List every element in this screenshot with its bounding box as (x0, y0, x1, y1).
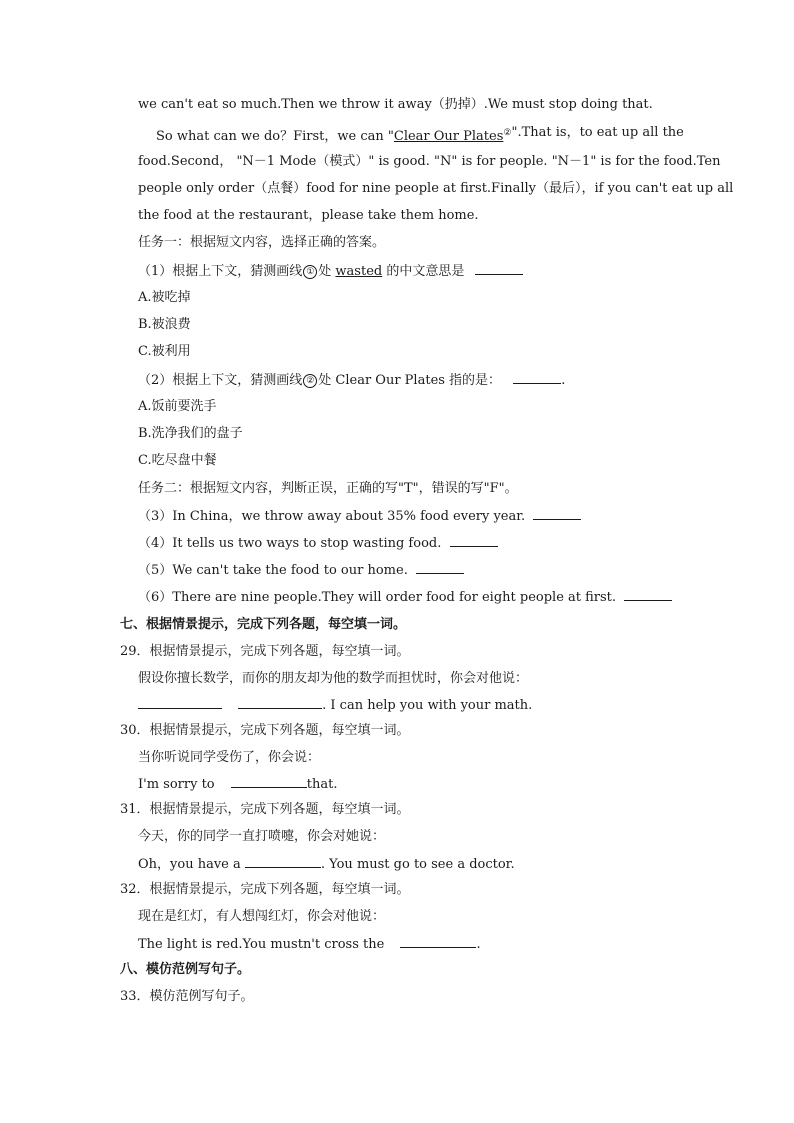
option-1b: B.被浪费 (138, 317, 191, 332)
section-8-title: 八、模仿范例写句子。 (120, 962, 251, 977)
clear-our-plates-underline: Clear Our Plates (393, 129, 504, 144)
task2-item-6 (138, 588, 672, 607)
task1-question-1 (138, 262, 523, 281)
task2-item-3 (138, 507, 581, 526)
answer-text: I'm sorry to (138, 777, 215, 792)
question-text: 的中文意思是 (382, 264, 465, 279)
circle-marker-1: ① (303, 265, 317, 279)
task2-title: 任务二：根据短文内容，判断正误，正确的写"T"，错误的写"F"。 (138, 481, 518, 496)
q32-answer-line (138, 935, 481, 954)
answer-blank-1[interactable] (475, 262, 523, 275)
item-text: （3）In China，we throw away about 35% food every year. (138, 509, 526, 524)
task2-item-4 (138, 534, 498, 553)
passage-line-2-end: ".That is，to eat up all the (511, 125, 684, 140)
answer-text: that. (306, 777, 338, 792)
answer-text: Oh，you have a (138, 857, 241, 872)
q30-prompt: 当你听说同学受伤了，你会说： (138, 750, 321, 765)
passage-line-1: we can't eat so much.Then we throw it away（扔掉）.We must stop doing that. (138, 97, 653, 112)
option-1c: C.被利用 (138, 344, 191, 359)
passage-line-5: the food at the restaurant，please take them home. (138, 208, 479, 223)
item-text: （6）There are nine people.They will order food for eight people at first. (138, 590, 617, 605)
question-text: 处 (318, 264, 336, 279)
passage-line-4: people only order（点餐）food for nine people at first.Finally（最后），if you can't eat up all (138, 181, 734, 196)
q31-prompt: 今天，你的同学一直打喷嚏，你会对她说： (138, 829, 386, 844)
answer-text: . I can help you with your math. (322, 698, 533, 713)
option-1a: A.被吃掉 (138, 290, 191, 305)
task2-item-5 (138, 561, 464, 580)
option-2a: A.饭前要洗手 (138, 399, 217, 414)
answer-blank-31[interactable] (245, 855, 321, 868)
task1-title: 任务一：根据短文内容，选择正确的答案。 (138, 235, 386, 250)
question-text: （1）根据上下文，猜测画线 (138, 264, 303, 279)
question-text: 处 Clear Our Plates 指的是： (318, 373, 502, 388)
passage-line-3: food.Second， "N－1 Mode（模式）" is good. "N" is for people. "N－1" is for the food.Ten (138, 154, 721, 169)
answer-blank-6[interactable] (624, 588, 672, 601)
q31-title: 31．根据情景提示，完成下列各题，每空填一词。 (120, 802, 410, 817)
answer-blank-29b[interactable] (238, 696, 322, 709)
q31-answer-line (138, 855, 515, 874)
answer-blank-4[interactable] (450, 534, 498, 547)
answer-blank-29a[interactable] (138, 696, 222, 709)
answer-text: . You must go to see a doctor. (320, 857, 515, 872)
circle-marker-2: ② (303, 374, 317, 388)
answer-blank-5[interactable] (416, 561, 464, 574)
q32-prompt: 现在是红灯，有人想闯红灯，你会对他说： (138, 909, 386, 924)
answer-blank-3[interactable] (533, 507, 581, 520)
q33-title: 33．模仿范例写句子。 (120, 989, 254, 1004)
q32-title: 32．根据情景提示，完成下列各题，每空填一词。 (120, 882, 410, 897)
question-text: . (561, 373, 566, 388)
q30-title: 30．根据情景提示，完成下列各题，每空填一词。 (120, 723, 410, 738)
q29-prompt: 假设你擅长数学，而你的朋友却为他的数学而担忧时，你会对他说： (138, 671, 529, 686)
wasted-underline: wasted (335, 264, 383, 279)
answer-text: . (476, 937, 481, 952)
passage-line-2-start (156, 124, 511, 146)
q29-title: 29．根据情景提示，完成下列各题，每空填一词。 (120, 644, 410, 659)
answer-blank-30[interactable] (231, 775, 307, 788)
q29-answer-line (138, 696, 532, 715)
answer-blank-32[interactable] (400, 935, 476, 948)
answer-blank-2[interactable] (513, 371, 561, 384)
task1-question-2 (138, 371, 565, 390)
marker-2: ② (503, 128, 512, 138)
option-2c: C.吃尽盘中餐 (138, 453, 217, 468)
passage-text: So what can we do？First，we can " (156, 129, 394, 144)
passage-line-2 (156, 124, 684, 146)
option-2b: B.洗净我们的盘子 (138, 426, 243, 441)
answer-text: The light is red.You mustn't cross the (138, 937, 385, 952)
question-text: （2）根据上下文，猜测画线 (138, 373, 303, 388)
section-7-title: 七、根据情景提示，完成下列各题，每空填一词。 (120, 617, 407, 632)
item-text: （4）It tells us two ways to stop wasting food. (138, 536, 442, 551)
q30-answer-line (138, 775, 337, 794)
item-text: （5）We can't take the food to our home. (138, 563, 408, 578)
